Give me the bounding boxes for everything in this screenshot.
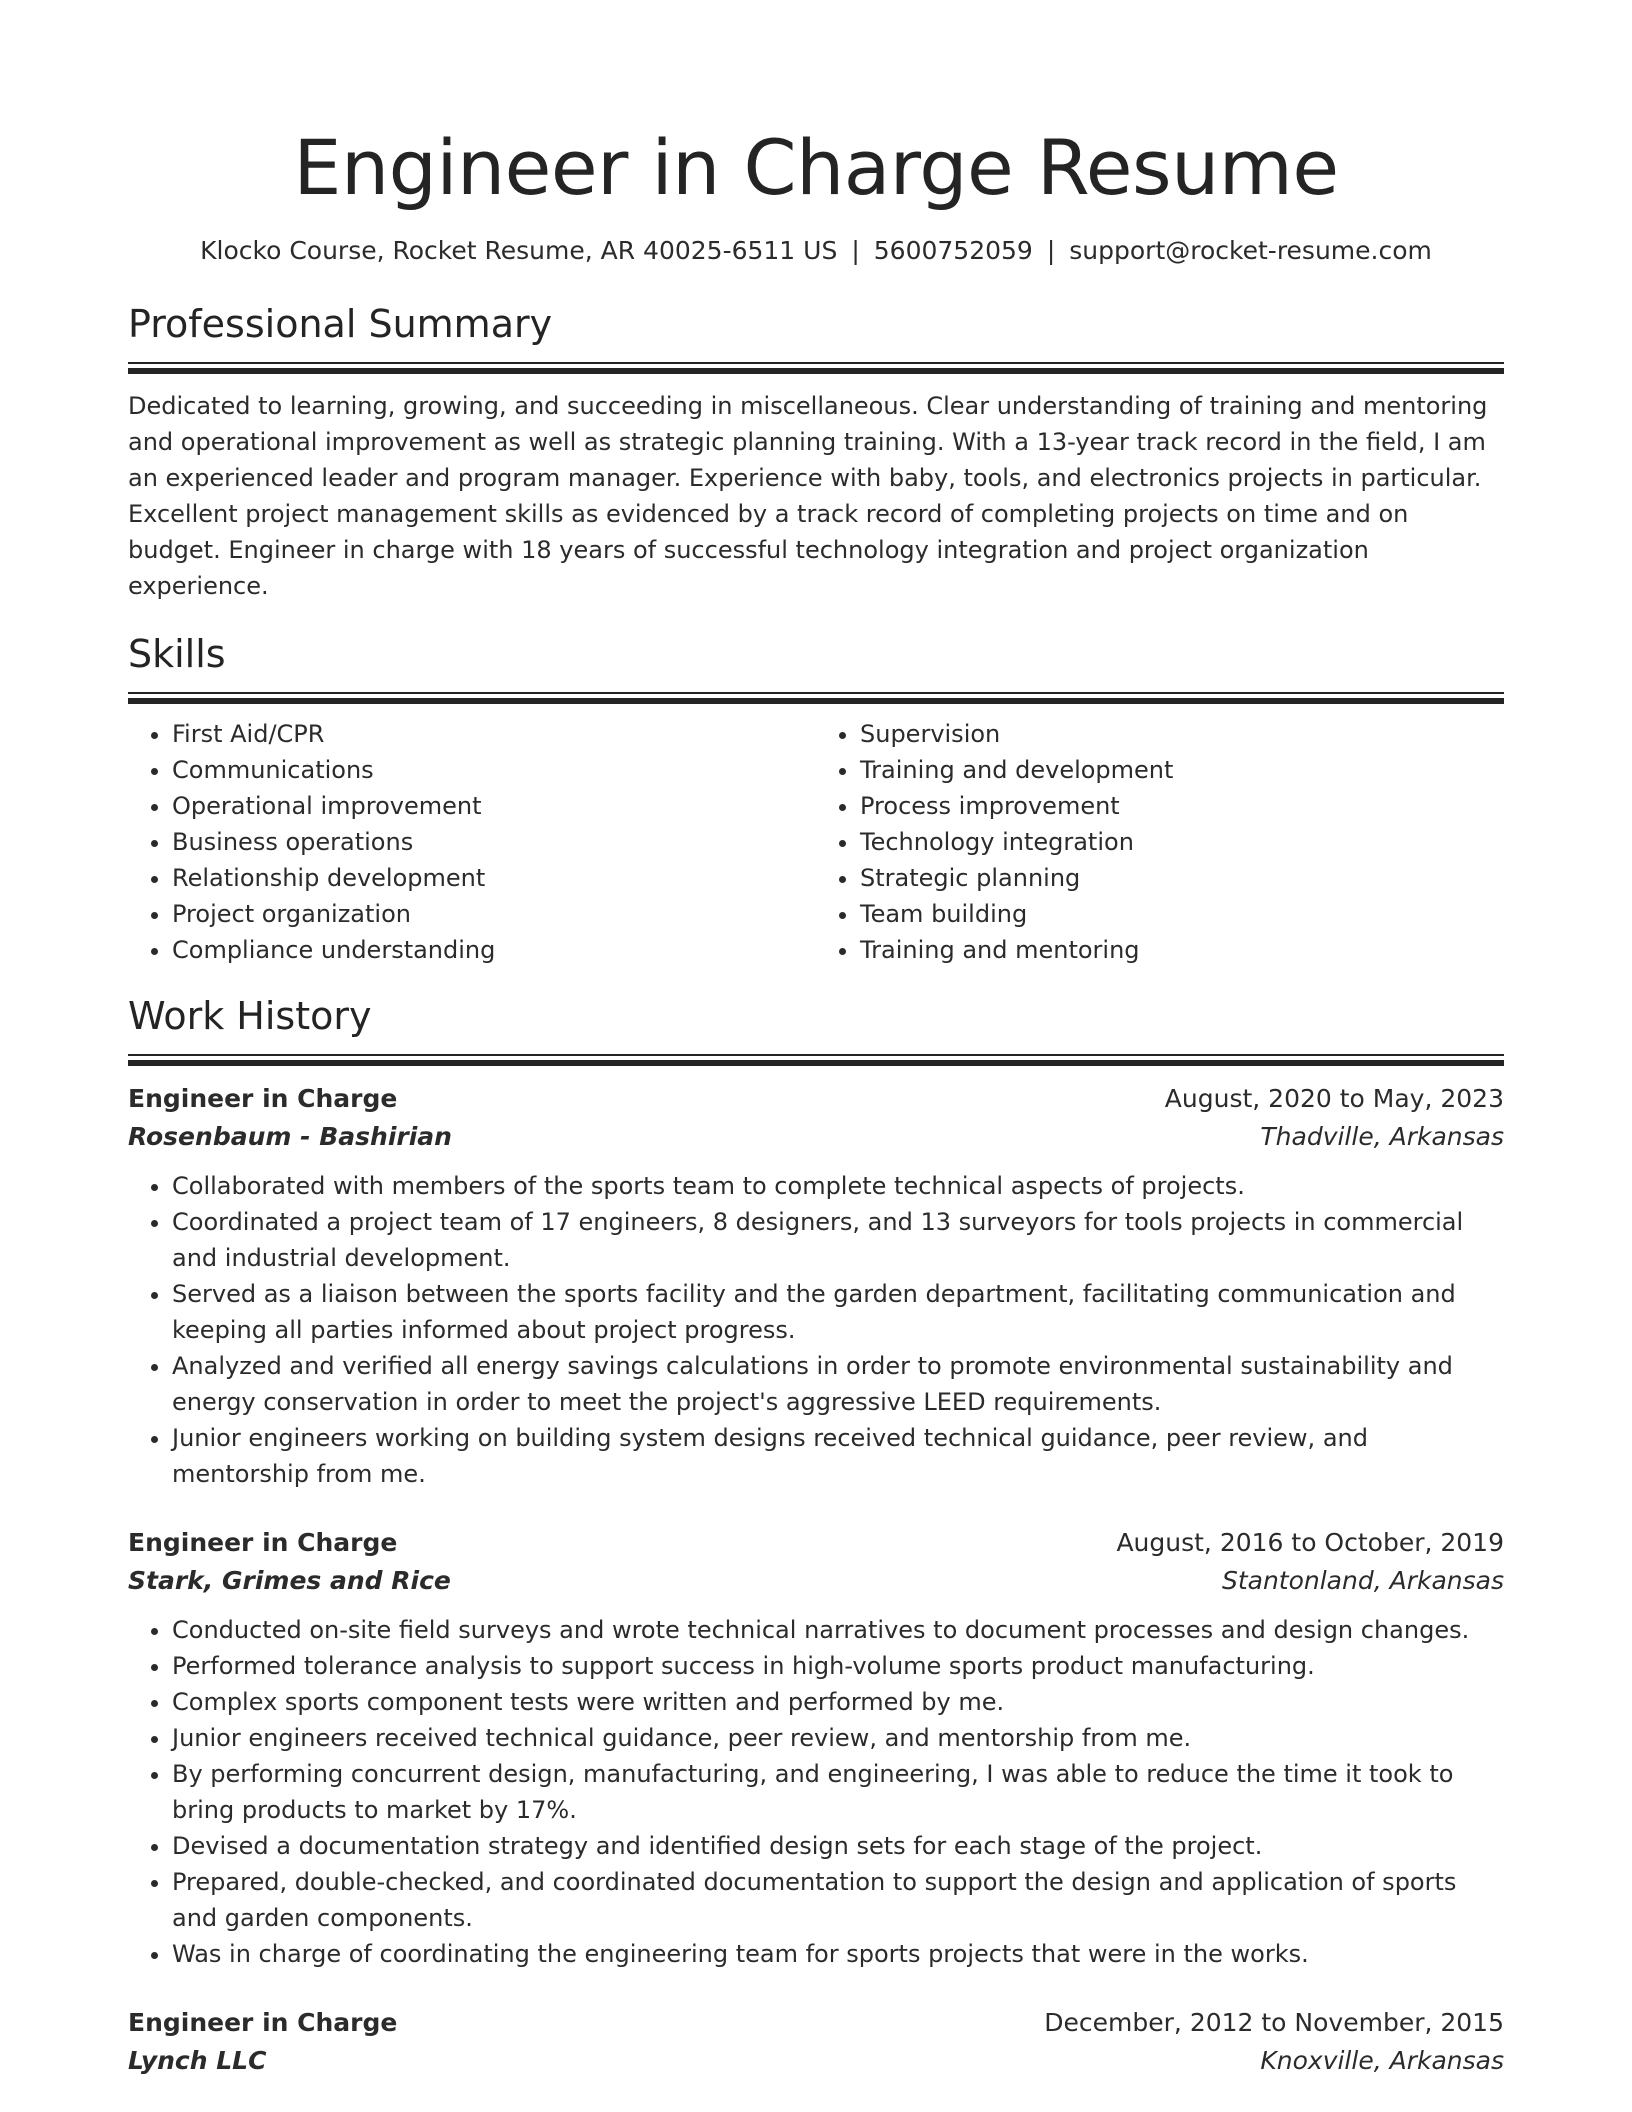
job-header	[128, 1080, 1504, 1118]
skill-item: • Communications	[172, 752, 816, 788]
skill-item: • Operational improvement	[172, 788, 816, 824]
job-header	[128, 2004, 1504, 2042]
job-subheader	[128, 2042, 1504, 2080]
job-company: Lynch LLC	[128, 2046, 267, 2075]
job-title: Engineer in Charge	[128, 1528, 398, 1557]
job-entry	[128, 2004, 1504, 2080]
job-bullets	[128, 1612, 1504, 1972]
skills-list-left	[128, 716, 816, 968]
resume-title: Engineer in Charge Resume	[293, 123, 1339, 212]
section-divider	[128, 362, 1504, 374]
job-bullet: • By performing concurrent design, manufacturing, and engineering, I was able to reduce the time it took to bring products to market by 17%.	[172, 1756, 1504, 1828]
job-header	[128, 1524, 1504, 1562]
work-history-heading: Work History	[128, 994, 372, 1038]
job-bullet: • Coordinated a project team of 17 engineers, 8 designers, and 13 surveyors for tools projects in commercial and industrial development.	[172, 1204, 1504, 1276]
skill-item: • Process improvement	[860, 788, 1504, 824]
skill-item: • First Aid/CPR	[172, 716, 816, 752]
job-entry	[128, 1080, 1504, 1492]
job-bullet: • Devised a documentation strategy and identified design sets for each stage of the project.	[172, 1828, 1504, 1864]
contact-separator: |	[1046, 236, 1056, 265]
job-bullet: • Served as a liaison between the sports facility and the garden department, facilitating communication and keeping all parties informed about project progress.	[172, 1276, 1504, 1348]
job-dates: August, 2020 to May, 2023	[1164, 1084, 1504, 1113]
job-company: Rosenbaum - Bashirian	[128, 1122, 452, 1151]
summary-section	[128, 300, 1504, 604]
job-location: Thadville, Arkansas	[1260, 1122, 1504, 1151]
job-dates: December, 2012 to November, 2015	[1044, 2008, 1504, 2037]
job-bullet: • Junior engineers working on building system designs received technical guidance, peer review, and mentorship from me.	[172, 1420, 1504, 1492]
skill-item: • Training and development	[860, 752, 1504, 788]
contact-address: Klocko Course, Rocket Resume, AR 40025-6511 US	[200, 236, 838, 265]
job-title: Engineer in Charge	[128, 2008, 398, 2037]
contact-phone: 5600752059	[873, 236, 1033, 265]
skill-item: • Technology integration	[860, 824, 1504, 860]
work-history-section	[128, 992, 1504, 2080]
summary-text: Dedicated to learning, growing, and succeeding in miscellaneous. Clear understanding of training and mentoring and operational improvement as well as strategic planning training. With a 13-year track record in the field, I am an experienced leader and program manager. Experience with baby, tools, and electronics projects in particular. Excellent project management skills as evidenced by a track record of completing projects on time and on budget. Engineer in charge with 18 years of successful technology integration and project organization experience.	[128, 392, 1488, 600]
job-bullet: • Performed tolerance analysis to support success in high-volume sports product manufacturing.	[172, 1648, 1504, 1684]
job-title: Engineer in Charge	[128, 1084, 398, 1113]
skill-item: • Compliance understanding	[172, 932, 816, 968]
skill-item: • Training and mentoring	[860, 932, 1504, 968]
skills-heading: Skills	[128, 632, 226, 676]
section-divider	[128, 1054, 1504, 1066]
job-bullet: • Complex sports component tests were written and performed by me.	[172, 1684, 1504, 1720]
job-bullet: • Was in charge of coordinating the engineering team for sports projects that were in the works.	[172, 1936, 1504, 1972]
job-subheader	[128, 1118, 1504, 1156]
job-location: Knoxville, Arkansas	[1260, 2046, 1504, 2075]
contact-separator: |	[851, 236, 860, 265]
summary-heading: Professional Summary	[128, 302, 553, 346]
skill-item: • Supervision	[860, 716, 1504, 752]
skill-item: • Project organization	[172, 896, 816, 932]
skill-item: • Relationship development	[172, 860, 816, 896]
job-bullet: • Analyzed and verified all energy savings calculations in order to promote environmental sustainability and energy conservation in order to meet the project's aggressive LEED requirements.	[172, 1348, 1504, 1420]
skills-section	[128, 630, 1504, 968]
job-bullet: • Junior engineers received technical guidance, peer review, and mentorship from me.	[172, 1720, 1504, 1756]
job-company: Stark, Grimes and Rice	[128, 1566, 451, 1595]
contact-line	[128, 234, 1504, 268]
job-entry	[128, 1524, 1504, 1972]
skill-item: • Business operations	[172, 824, 816, 860]
contact-email: support@rocket-resume.com	[1069, 236, 1432, 265]
job-bullet: • Conducted on-site field surveys and wrote technical narratives to document processes and design changes.	[172, 1612, 1504, 1648]
job-location: Stantonland, Arkansas	[1221, 1566, 1504, 1595]
job-bullets	[128, 1168, 1504, 1492]
skill-item: • Team building	[860, 896, 1504, 932]
job-subheader	[128, 1562, 1504, 1600]
job-bullet: • Collaborated with members of the sports team to complete technical aspects of projects.	[172, 1168, 1504, 1204]
skill-item: • Strategic planning	[860, 860, 1504, 896]
skills-columns	[128, 716, 1504, 968]
section-divider	[128, 692, 1504, 704]
skills-list-right	[816, 716, 1504, 968]
job-bullet: • Prepared, double-checked, and coordinated documentation to support the design and application of sports and garden components.	[172, 1864, 1504, 1936]
job-dates: August, 2016 to October, 2019	[1116, 1528, 1504, 1557]
